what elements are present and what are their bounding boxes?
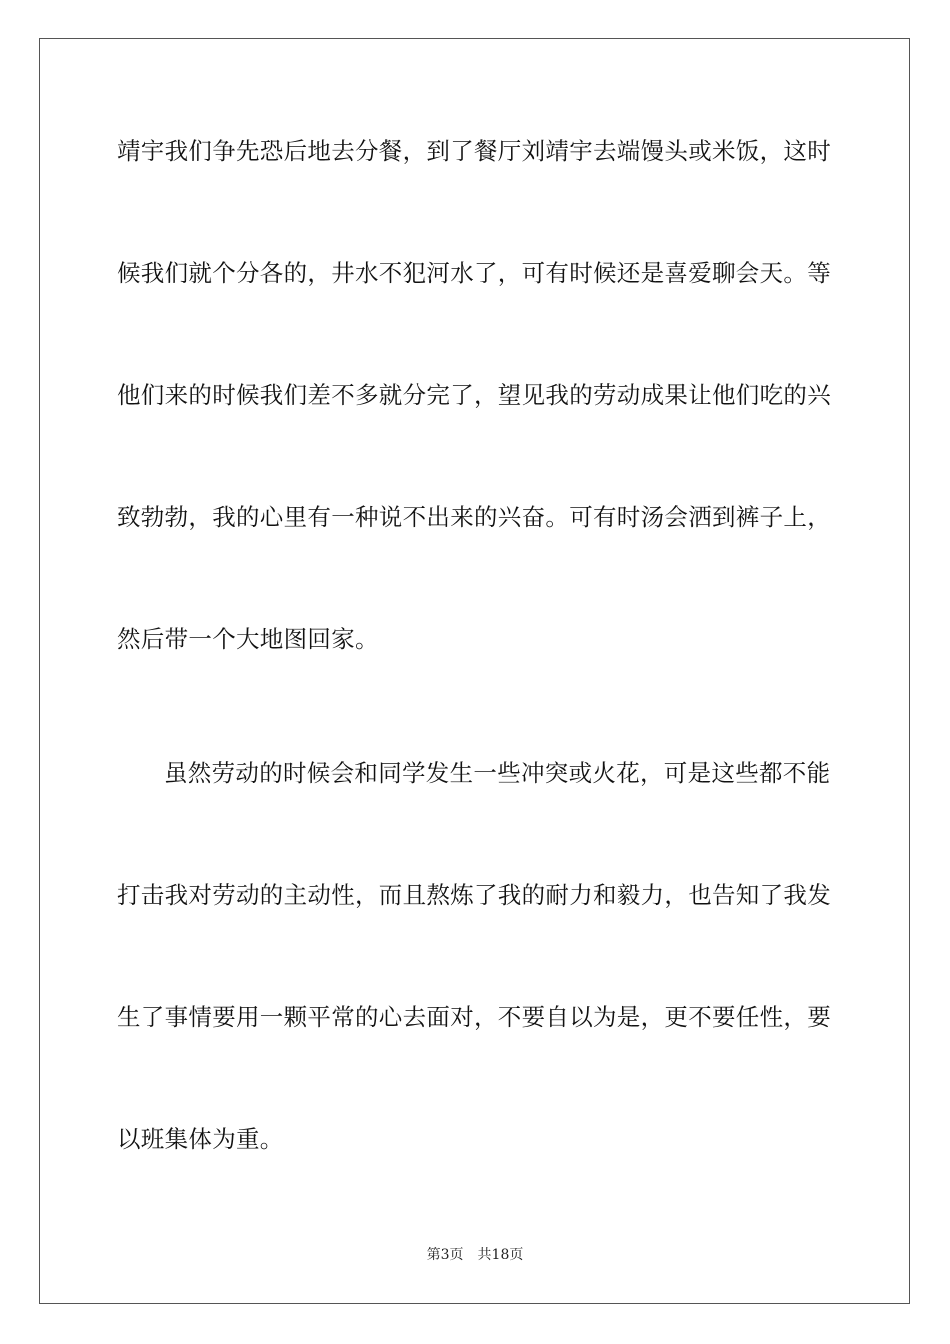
page-footer [0,1246,950,1264]
paragraph-line-9: 以班集体为重。 [117,1125,284,1153]
page-number: 第3页 [426,1247,464,1263]
page-border [39,38,910,1304]
page-total: 共18页 [477,1247,524,1263]
paragraph-line-6: 虽然劳动的时候会和同学发生一些冲突或火花，可是这些都不能 [164,759,831,787]
paragraph-line-3: 他们来的时候我们差不多就分完了，望见我的劳动成果让他们吃的兴 [117,381,831,409]
paragraph-line-7: 打击我对劳动的主动性，而且熬炼了我的耐力和毅力，也告知了我发 [117,881,831,909]
paragraph-line-2: 候我们就个分各的，井水不犯河水了，可有时候还是喜爱聊会天。等 [117,259,831,287]
paragraph-line-5: 然后带一个大地图回家。 [117,625,379,653]
paragraph-line-8: 生了事情要用一颗平常的心去面对，不要自以为是，更不要任性，要 [117,1003,831,1031]
paragraph-line-4: 致勃勃，我的心里有一种说不出来的兴奋。可有时汤会洒到裤子上， [117,503,831,531]
paragraph-line-1: 靖宇我们争先恐后地去分餐，到了餐厅刘靖宇去端馒头或米饭，这时 [117,137,831,165]
